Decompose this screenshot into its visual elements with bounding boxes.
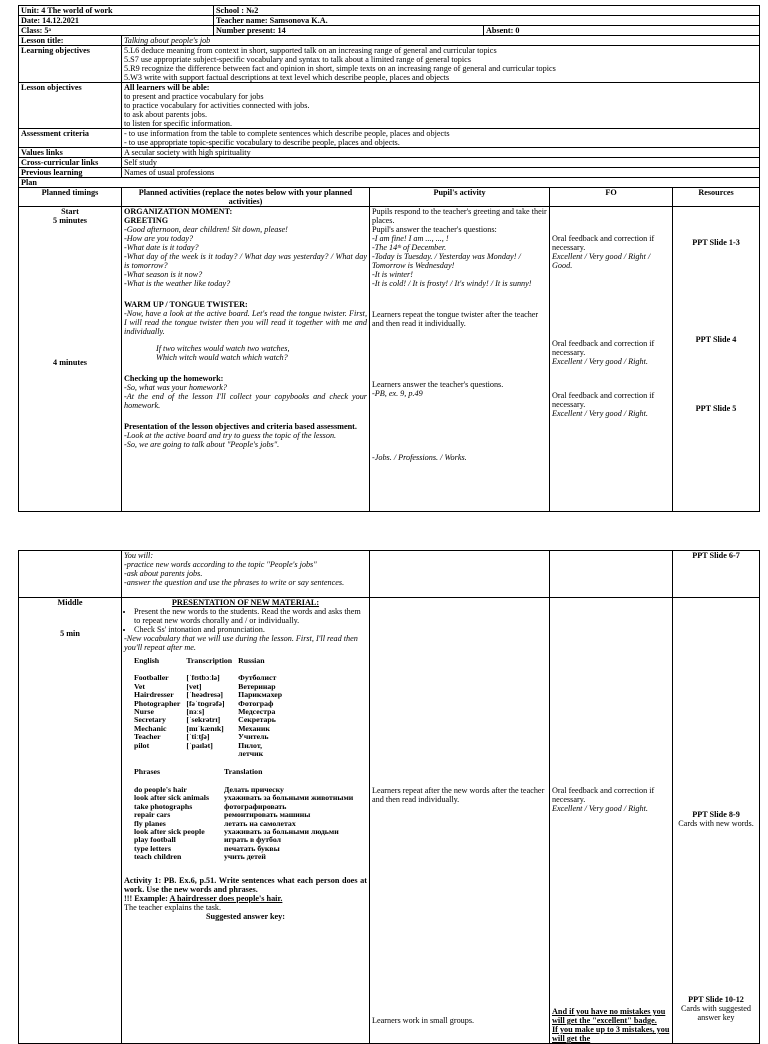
- you-will-line: -answer the question and use the phrases to write or say sentences.: [124, 578, 345, 587]
- badge-rule: If you make up to 3 mistakes, you will get the: [552, 1025, 670, 1043]
- twister-line: Which witch would watch which watch?: [156, 353, 288, 362]
- you-will-line: You will:: [124, 551, 154, 560]
- you-will-line: -ask about parents jobs.: [124, 569, 203, 578]
- plan-table: [18, 187, 760, 512]
- you-will-line: -practice new words according to the topic "People's jobs": [124, 560, 317, 569]
- cross-curricular-value: Self study: [122, 158, 760, 168]
- assessment-criteria-label: Assessment criteria: [19, 129, 122, 148]
- start-fo-cell: [550, 207, 673, 512]
- presentation-bullets: [124, 607, 367, 634]
- middle-label: Middle: [57, 598, 83, 607]
- phrase-row: type letters печатать буквы: [134, 844, 280, 853]
- objective-line: to listen for specific information.: [124, 119, 233, 128]
- plan-table-continued: [18, 550, 760, 1044]
- header-table: [18, 5, 760, 36]
- assessment-criteria-value: [122, 129, 760, 148]
- col-pupils: Pupil's activity: [370, 188, 550, 207]
- previous-learning-label: Previous learning: [19, 168, 122, 178]
- previous-learning-value: Names of usual professions: [122, 168, 760, 178]
- middle-resources-cell: [673, 598, 760, 1044]
- presentation-line: -So, we are going to talk about "People's jobs".: [124, 440, 280, 449]
- present-cell: Number present: 14: [214, 26, 484, 36]
- col-timings: Planned timings: [19, 188, 122, 207]
- pupil-groups-line: Learners work in small groups.: [372, 1016, 475, 1025]
- pupil-line: -Today is Tuesday. / Yesterday was Monday! / Tomorrow is Wednesday!: [372, 252, 521, 270]
- vocab-header: Russian: [238, 657, 265, 665]
- phrase-header: Translation: [224, 768, 263, 777]
- resource-slide: PPT Slide 1-3: [692, 238, 740, 247]
- school-cell: School : №2: [214, 6, 760, 16]
- criteria-line: - to use appropriate topic-specific vocabulary to describe people, places and objects.: [124, 138, 400, 147]
- org-moment-title: ORGANIZATION MOMENT:: [124, 207, 233, 216]
- lesson-objectives-value: [122, 83, 760, 129]
- vocab-row: Photographer [fəˈtɒɡrəfə] Фотограф: [134, 699, 274, 708]
- middle-fo-cell: [550, 598, 673, 1044]
- presentation-title: Presentation of the lesson objectives and criteria based assessment.: [124, 422, 357, 431]
- start-time: 5 minutes: [53, 216, 87, 225]
- greeting-line: -What day of the week is it today? / What day was yesterday? / What day is tomorrow?: [124, 252, 367, 270]
- fo-line: Excellent / Very good / Right / Good.: [552, 252, 651, 270]
- warmup-title: WARM UP / TONGUE TWISTER:: [124, 300, 248, 309]
- resource-slide: PPT Slide 5: [695, 404, 737, 413]
- greeting-line: -What season is it now?: [124, 270, 203, 279]
- pupil-line: Pupil's answer the teacher's questions:: [372, 225, 497, 234]
- vocab-row: Secretary [ˈsekrətrɪ] Секретарь: [134, 716, 276, 725]
- middle-pupils-cell: [370, 598, 550, 1044]
- phrase-row: repair cars ремонтировать машины: [134, 811, 311, 820]
- resource-cards: Cards with new words.: [678, 819, 754, 828]
- bullet-item: • Check Ss' intonation and pronunciation.: [134, 625, 367, 634]
- vocab-header: Transcription: [186, 657, 233, 665]
- greeting-title: GREETING: [124, 216, 169, 225]
- col-activities: Planned activities (replace the notes below with your planned activities): [122, 188, 370, 207]
- pupil-line: -It is cold! / It is frosty! / It's windy! / It is sunny!: [372, 279, 532, 288]
- resource-slide: PPT Slide 4: [695, 335, 737, 344]
- phrase-row: play football играть в футбол: [134, 836, 282, 845]
- lesson-objectives-label: Lesson objectives: [19, 83, 122, 129]
- fo-line: Oral feedback and correction if necessary.: [552, 339, 655, 357]
- activity-1-title: Activity 1: PB. Ex.6, p.51. Write sentences what each person does at work. Use the new words and phrases.: [124, 875, 367, 894]
- pupil-twister-line: Learners repeat the tongue twister after the teacher and then read it individually.: [372, 310, 539, 328]
- start-label: Start: [61, 207, 79, 216]
- fo-line: Excellent / Very good / Right.: [552, 804, 648, 813]
- presentation-line: -Look at the active board and try to guess the topic of the lesson.: [124, 431, 337, 440]
- fo-line: Oral feedback and correction if necessary.: [552, 234, 655, 252]
- answer-key-title: Suggested answer key:: [206, 911, 285, 921]
- lesson-plan-page-2: [18, 550, 759, 1044]
- vocab-row: Nurse [nɜːs] Медсестра: [134, 708, 276, 717]
- homework-line: -At the end of the lesson I'll collect your copybooks and check your homework.: [124, 392, 367, 410]
- resource-cards: Cards with suggested answer key: [680, 1004, 752, 1022]
- start-pupils-cell: [370, 207, 550, 512]
- empty-pupil-cell: [370, 551, 550, 598]
- objective-heading: All learners will be able:: [124, 83, 210, 92]
- objective-line: 5.L6 deduce meaning from context in short, supported talk on an increasing range of general and curricular topics: [124, 46, 497, 55]
- empty-timing-cell: [19, 551, 122, 598]
- vocab-row: pilot [ˈpaɪlət] Пилот, летчик: [134, 741, 264, 759]
- homework-title: Checking up the homework:: [124, 374, 224, 383]
- cross-curricular-label: Cross-curricular links: [19, 158, 122, 168]
- example-sentence: A hairdresser does people's hair.: [169, 893, 283, 903]
- greeting-line: -Good afternoon, dear children! Sit down, please!: [124, 225, 288, 234]
- middle-timing-cell: [19, 598, 122, 1044]
- start-timing-cell: [19, 207, 122, 512]
- pupil-line: -It is winter!: [372, 270, 413, 279]
- fo-line: Oral feedback and correction if necessary.: [552, 391, 655, 409]
- vocab-row: Mechanic [mɪˈkænɪk] Механик: [134, 724, 270, 733]
- phrase-row: fly planes летать на самолетах: [134, 819, 296, 828]
- new-vocab-line: -New vocabulary that we will use during the lesson. First, I'll read then you'll repeat after me.: [124, 634, 358, 652]
- values-links-label: Values links: [19, 148, 122, 158]
- you-will-cell: [122, 551, 370, 598]
- pupil-hw-line: -PB, ex. 9, p.49: [372, 389, 423, 398]
- lesson-plan-page-1: [18, 5, 759, 512]
- date-cell: Date: 14.12.2021: [19, 16, 214, 26]
- bullet-item: • Present the new words to the students. Read the words and asks them to repeat new words chorally and / or individually.: [134, 607, 367, 625]
- learning-objectives-label: Learning objectives: [19, 46, 122, 83]
- vocab-row: Teacher [ˈtiːtʃə] Учитель: [134, 733, 269, 742]
- pupil-line: Pupils respond to the teacher's greeting and take their places.: [372, 207, 547, 225]
- vocab-header: English: [134, 657, 160, 665]
- phrase-row: take photographs фотографировать: [134, 802, 287, 811]
- fo-line: Oral feedback and correction if necessary.: [552, 786, 655, 804]
- objective-line: 5.R9 recognize the difference between fact and opinion in short, simple texts on an increasing range of general and curricular topics: [124, 64, 556, 73]
- plan-label: Plan: [19, 178, 760, 188]
- info-table: [18, 35, 760, 188]
- class-cell: Class: 5ᵃ: [19, 26, 214, 36]
- col-fo: FO: [550, 188, 673, 207]
- middle-time: 5 min: [60, 629, 80, 638]
- learning-objectives-value: [122, 46, 760, 83]
- phrase-row: look after sick animals ухаживать за больными животными: [134, 794, 354, 803]
- middle-activities-cell: [122, 598, 370, 1044]
- pupil-hw-line: Learners answer the teacher's questions.: [372, 380, 504, 389]
- lesson-title-value: Talking about people's job: [122, 36, 760, 46]
- objective-line: to present and practice vocabulary for jobs: [124, 92, 264, 101]
- teacher-cell: Teacher name: Samsonova K.A.: [214, 16, 760, 26]
- criteria-line: - to use information from the table to complete sentences which describe people, places and objects: [124, 129, 450, 138]
- col-resources: Resources: [673, 188, 760, 207]
- example-prefix: !!! Example:: [124, 893, 170, 903]
- activity-1-example: [124, 894, 367, 903]
- objective-line: 5.W3 write with support factual descriptions at text level which describe people, places and objects: [124, 73, 450, 82]
- objective-line: to ask about parents jobs.: [124, 110, 207, 119]
- pupil-line: -The 14ᵗʰ of December.: [372, 243, 447, 252]
- phrase-row: teach children учить детей: [134, 853, 266, 862]
- pupil-pres-line: -Jobs. / Professions. / Works.: [372, 453, 467, 462]
- greeting-line: -How are you today?: [124, 234, 194, 243]
- fo-line: Excellent / Very good / Right.: [552, 409, 648, 418]
- absent-cell: Absent: 0: [484, 26, 760, 36]
- vocab-row: Hairdresser [ˈheədresə] Парикмахер: [134, 691, 283, 700]
- phrase-row: do people's hair Делать прическу: [134, 785, 284, 794]
- empty-fo-cell: [550, 551, 673, 598]
- twister-line: If two witches would watch two watches,: [156, 344, 290, 353]
- pupil-repeat-line: Learners repeat after the new words after the teacher and then read individually.: [372, 786, 545, 804]
- resource-slide: PPT Slide 10-12: [688, 995, 744, 1004]
- unit-cell: Unit: 4 The world of work: [19, 6, 214, 16]
- phrases-table: [134, 768, 359, 861]
- warmup-line: -Now, have a look at the active board. Let's read the tongue twister. First, I will read the tongue twister then you will read it together with me and individually.: [124, 309, 367, 336]
- lesson-title-label: Lesson title:: [19, 36, 122, 46]
- tongue-twister: [156, 344, 367, 362]
- greeting-line: -What date is it today?: [124, 243, 199, 252]
- homework-line: -So, what was your homework?: [124, 383, 228, 392]
- new-material-title: PRESENTATION OF NEW MATERIAL:: [171, 598, 320, 607]
- vocab-row: Vet [vet] Ветеринар: [134, 682, 276, 691]
- vocab-row: Footballer [ˈfʊtbɔːlə] Футболист: [134, 674, 277, 683]
- objective-line: to practice vocabulary for activities connected with jobs.: [124, 101, 310, 110]
- greeting-line: -What is the weather like today?: [124, 279, 231, 288]
- phrase-row: look after sick people ухаживать за больными людьми: [134, 827, 339, 836]
- activity-1-explain: The teacher explains the task.: [124, 902, 222, 912]
- pupil-line: -I am fine! I am ..., ..., !: [372, 234, 449, 243]
- fo-line: Excellent / Very good / Right.: [552, 357, 648, 366]
- badge-rule: And if you have no mistakes you will get the "excellent" badge.: [552, 1007, 666, 1025]
- warmup-time: 4 minutes: [53, 358, 87, 367]
- resource-top-cell: PPT Slide 6-7: [673, 551, 760, 598]
- resource-slide: PPT Slide 8-9: [692, 810, 740, 819]
- vocabulary-table: [134, 657, 294, 758]
- start-resources-cell: [673, 207, 760, 512]
- values-links-value: A secular society with high spirituality: [122, 148, 760, 158]
- phrase-header: Phrases: [134, 768, 160, 777]
- objective-line: 5.S7 use appropriate subject-specific vocabulary and syntax to talk about a limited range of general topics: [124, 55, 471, 64]
- start-activities-cell: [122, 207, 370, 512]
